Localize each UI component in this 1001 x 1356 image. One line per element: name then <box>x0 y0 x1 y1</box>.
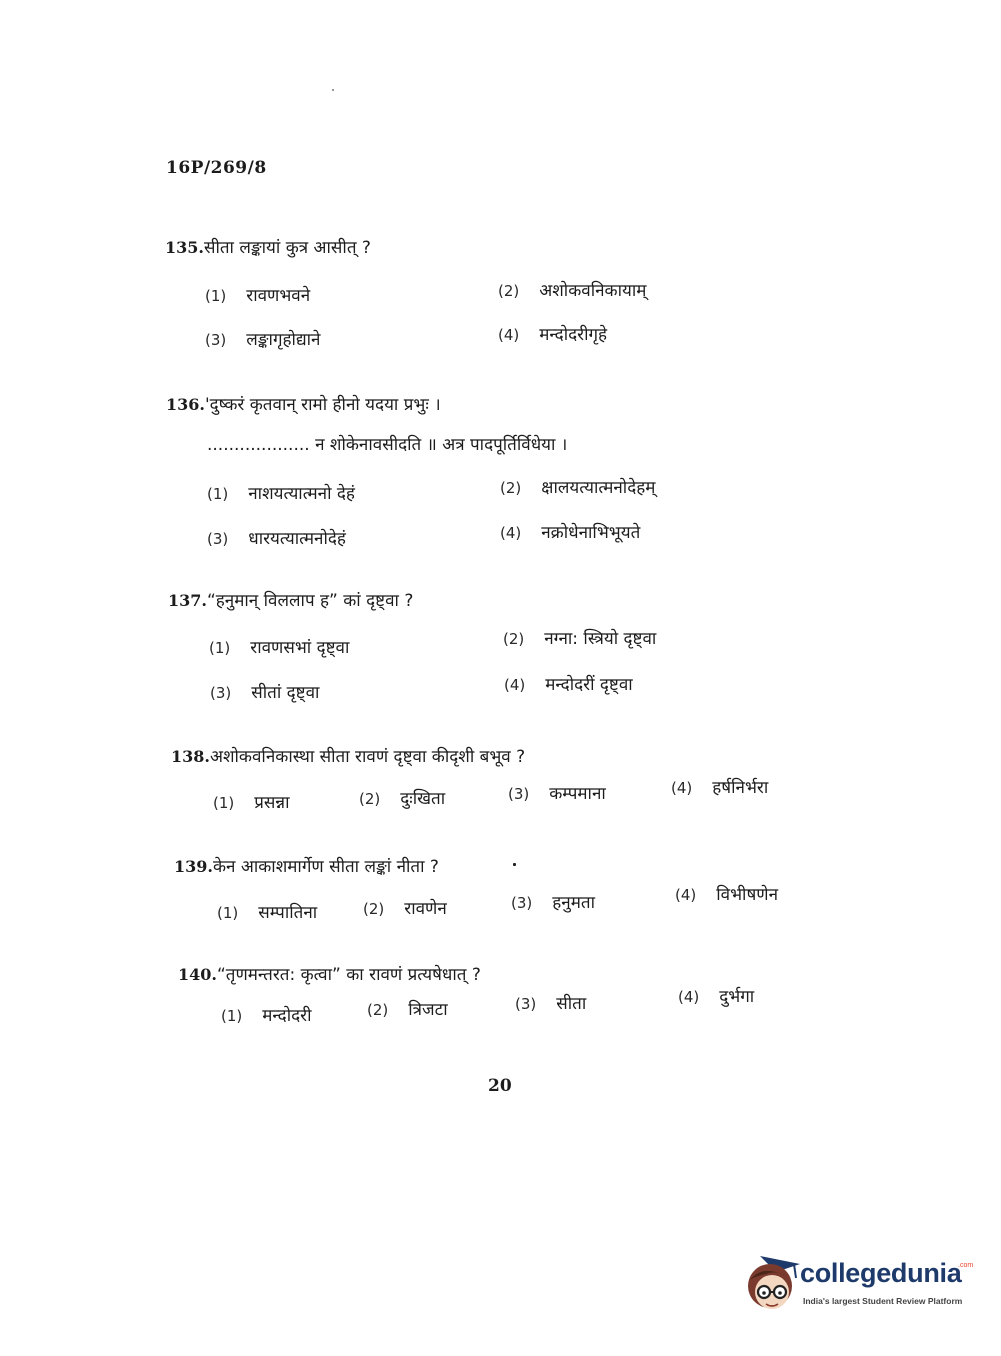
option-number: (1) <box>205 287 227 305</box>
option-text: हर्षनिर्भरा <box>712 778 769 798</box>
option-2[interactable] <box>359 786 445 809</box>
option-2[interactable] <box>363 896 447 919</box>
option-2[interactable] <box>503 626 656 649</box>
option-text: विभीषणेन <box>716 885 779 905</box>
option-text: नाशयत्यात्मनो देहं <box>248 484 355 504</box>
question-number: 139. <box>174 857 213 876</box>
option-2[interactable] <box>500 475 655 498</box>
question-139 <box>174 855 439 879</box>
question-stem <box>171 745 525 769</box>
brand-name: collegedunia <box>800 1258 962 1288</box>
option-3[interactable] <box>210 680 319 703</box>
question-140 <box>178 963 481 987</box>
option-number: (4) <box>678 988 700 1006</box>
question-text: केन आकाशमार्गेण सीता लङ्कां नीता ? <box>212 857 439 877</box>
option-number: (3) <box>515 995 537 1013</box>
brand-tld: .com <box>958 1262 974 1269</box>
option-number: (3) <box>511 894 533 912</box>
question-number: 138. <box>171 747 210 766</box>
question-137 <box>168 589 413 613</box>
option-text: रावणभवने <box>246 286 311 306</box>
question-stem <box>168 589 413 613</box>
option-number: (4) <box>500 524 522 542</box>
option-4[interactable] <box>678 984 754 1007</box>
option-number: (1) <box>207 485 229 503</box>
option-number: (4) <box>675 886 697 904</box>
option-1[interactable] <box>207 481 355 504</box>
option-number: (2) <box>500 479 522 497</box>
brand-tagline: India's largest Student Review Platform <box>803 1296 963 1306</box>
question-138 <box>171 745 525 769</box>
option-number: (3) <box>210 684 232 702</box>
question-number: 140. <box>178 965 217 984</box>
option-text: लङ्कागृहोद्याने <box>246 330 321 350</box>
option-text: रावणेन <box>404 899 447 919</box>
option-2[interactable] <box>498 278 646 301</box>
option-number: (2) <box>363 900 385 918</box>
option-3[interactable] <box>511 890 595 913</box>
option-text: धारयत्यात्मनोदेहं <box>248 529 346 549</box>
option-text: हनुमता <box>552 893 595 913</box>
question-136 <box>166 393 441 417</box>
page-number: 20 <box>488 1076 512 1096</box>
option-text: नक्रोधेनाभिभूयते <box>541 523 641 543</box>
option-number: (3) <box>207 530 229 548</box>
question-text: “हनुमान् विललाप ह” कां दृष्ट्वा ? <box>206 591 414 611</box>
option-text: मन्दोदरीं दृष्ट्वा <box>545 675 633 695</box>
option-number: (4) <box>671 779 693 797</box>
option-text: नग्ना: स्त्रियो दृष्ट्वा <box>544 629 657 649</box>
option-number: (1) <box>217 904 239 922</box>
option-1[interactable] <box>205 283 310 306</box>
collegedunia-mascot-icon <box>742 1250 802 1316</box>
option-number: (4) <box>498 326 520 344</box>
option-number: (2) <box>503 630 525 648</box>
option-number: (1) <box>221 1007 243 1025</box>
scan-speck <box>332 89 334 91</box>
question-stem <box>174 855 439 879</box>
option-number: (2) <box>498 282 520 300</box>
option-text: अशोकवनिकायाम् <box>539 281 647 301</box>
question-135 <box>165 236 371 260</box>
collegedunia-watermark[interactable] <box>742 1250 972 1320</box>
option-text: सम्पातिना <box>258 903 318 923</box>
option-text: सीता <box>556 994 587 1014</box>
option-text: दुःखिता <box>400 789 446 809</box>
option-number: (3) <box>205 331 227 349</box>
option-number: (1) <box>213 794 235 812</box>
option-4[interactable] <box>671 775 768 798</box>
question-text: अशोकवनिकास्था सीता रावणं दृष्ट्वा कीदृशी बभूव ? <box>209 747 526 767</box>
option-text: दुर्भगा <box>719 987 755 1007</box>
option-text: त्रिजटा <box>408 1000 448 1020</box>
option-text: प्रसन्ना <box>254 793 290 813</box>
option-number: (2) <box>367 1001 389 1019</box>
option-4[interactable] <box>498 322 607 345</box>
option-number: (3) <box>508 785 530 803</box>
paper-code: 16P/269/8 <box>166 158 267 178</box>
option-text: सीतां दृष्ट्वा <box>251 683 320 703</box>
question-continuation: ................... न शोकेनावसीदति ॥ अत्र पादपूर्तिर्विधेया । <box>207 435 568 455</box>
option-3[interactable] <box>508 781 606 804</box>
option-text: रावणसभां दृष्ट्वा <box>250 638 350 658</box>
question-number: 135. <box>165 238 204 257</box>
option-number: (4) <box>504 676 526 694</box>
option-text: मन्दोदरीगृहे <box>539 325 608 345</box>
option-4[interactable] <box>500 520 640 543</box>
option-3[interactable] <box>515 991 586 1014</box>
option-1[interactable] <box>213 790 290 813</box>
option-number: (1) <box>209 639 231 657</box>
option-number: (2) <box>359 790 381 808</box>
option-text: मन्दोदरी <box>262 1006 312 1026</box>
question-stem <box>166 393 441 417</box>
question-number: 136. <box>166 395 205 414</box>
question-stem <box>178 963 481 987</box>
option-text: कम्पमाना <box>549 784 606 804</box>
option-1[interactable] <box>209 635 349 658</box>
option-2[interactable] <box>367 997 448 1020</box>
option-3[interactable] <box>207 526 346 549</box>
option-text: क्षालयत्यात्मनोदेहम् <box>541 478 656 498</box>
option-4[interactable] <box>504 672 633 695</box>
question-number: 137. <box>168 591 207 610</box>
option-1[interactable] <box>217 900 317 923</box>
scan-speck <box>513 863 516 866</box>
option-1[interactable] <box>221 1003 311 1026</box>
question-stem <box>165 236 371 260</box>
question-text: सीता लङ्कायां कुत्र आसीत् ? <box>203 238 371 258</box>
question-text: 'दुष्करं कृतवान् रामो हीनो यदया प्रभुः । <box>204 395 441 415</box>
question-text: “तृणमन्तरत: कृत्वा” का रावणं प्रत्यषेधात् ? <box>216 965 481 985</box>
option-3[interactable] <box>205 327 321 350</box>
option-4[interactable] <box>675 882 778 905</box>
